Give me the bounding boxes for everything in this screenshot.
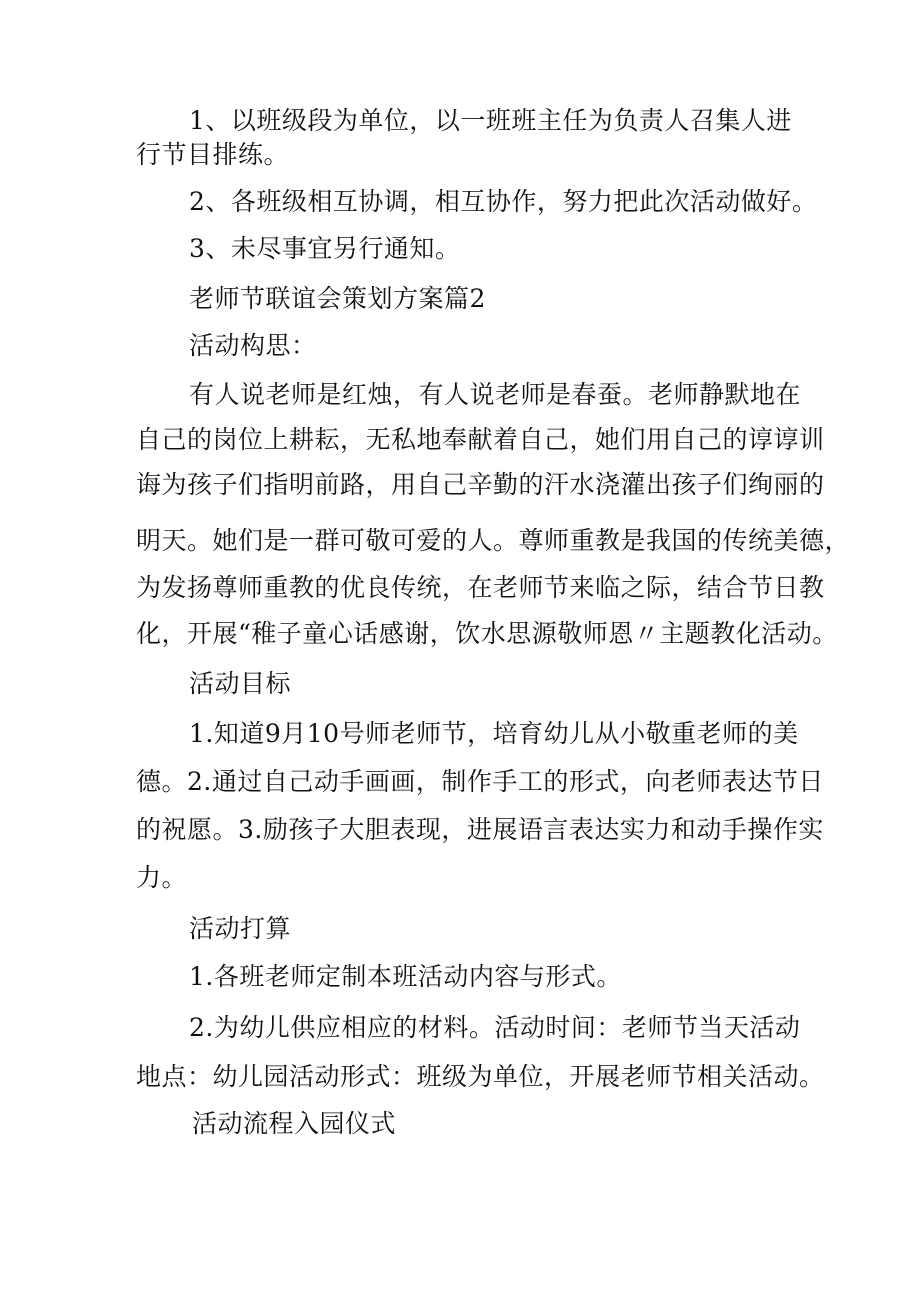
text-line-1: 1、以班级段为单位，以一班班主任为负责人召集人进 xyxy=(189,106,792,135)
text-line-10: 明天。她们是一群可敬可爱的人。尊师重教是我国的传统美德， xyxy=(136,526,851,555)
text-line-16: 的祝愿。3.励孩子大胆表现，进展语言表达实力和动手操作实 xyxy=(136,815,824,844)
text-line-11: 为发扬尊师重教的优良传统，在老师节来临之际，结合节日教 xyxy=(136,573,825,602)
text-line-15: 德。2.通过自己动手画画，制作手工的形式，向老师表达节日 xyxy=(136,767,824,796)
text-line-17: 力。 xyxy=(136,863,188,892)
text-line-4: 3、未尽事宜另行通知。 xyxy=(189,234,461,263)
text-line-20: 2.为幼儿供应相应的材料。活动时间：老师节当天活动 xyxy=(189,1013,801,1042)
heading-activity-flow: 活动流程入园仪式 xyxy=(192,1109,397,1138)
section-title: 老师节联谊会策划方案篇2 xyxy=(189,284,486,313)
text-line-21: 地点：幼儿园活动形式：班级为单位，开展老师节相关活动。 xyxy=(136,1062,825,1091)
text-line-9: 诲为孩子们指明前路，用自己辛勤的汗水浇灌出孩子们绚丽的 xyxy=(136,470,825,499)
heading-activity-goal: 活动目标 xyxy=(189,669,292,698)
text-line-12: 化，开展“稚子童心话感谢，饮水思源敬师恩〃主题教化活动。 xyxy=(136,619,838,648)
text-line-14: 1.知道9月10号师老师节，培育幼儿从小敬重老师的美 xyxy=(189,719,799,748)
heading-activity-concept: 活动构思： xyxy=(189,331,317,360)
text-line-8: 自己的岗位上耕耘，无私地奉献着自己，她们用自己的谆谆训 xyxy=(136,425,825,454)
text-line-19: 1.各班老师定制本班活动内容与形式。 xyxy=(189,962,622,991)
text-line-2: 行节目排练。 xyxy=(136,140,290,169)
heading-activity-plan: 活动打算 xyxy=(189,914,292,943)
text-line-7: 有人说老师是红烛，有人说老师是春蚕。老师静默地在 xyxy=(189,380,802,409)
text-line-3: 2、各班级相互协调，相互协作，努力把此次活动做好。 xyxy=(189,187,818,216)
